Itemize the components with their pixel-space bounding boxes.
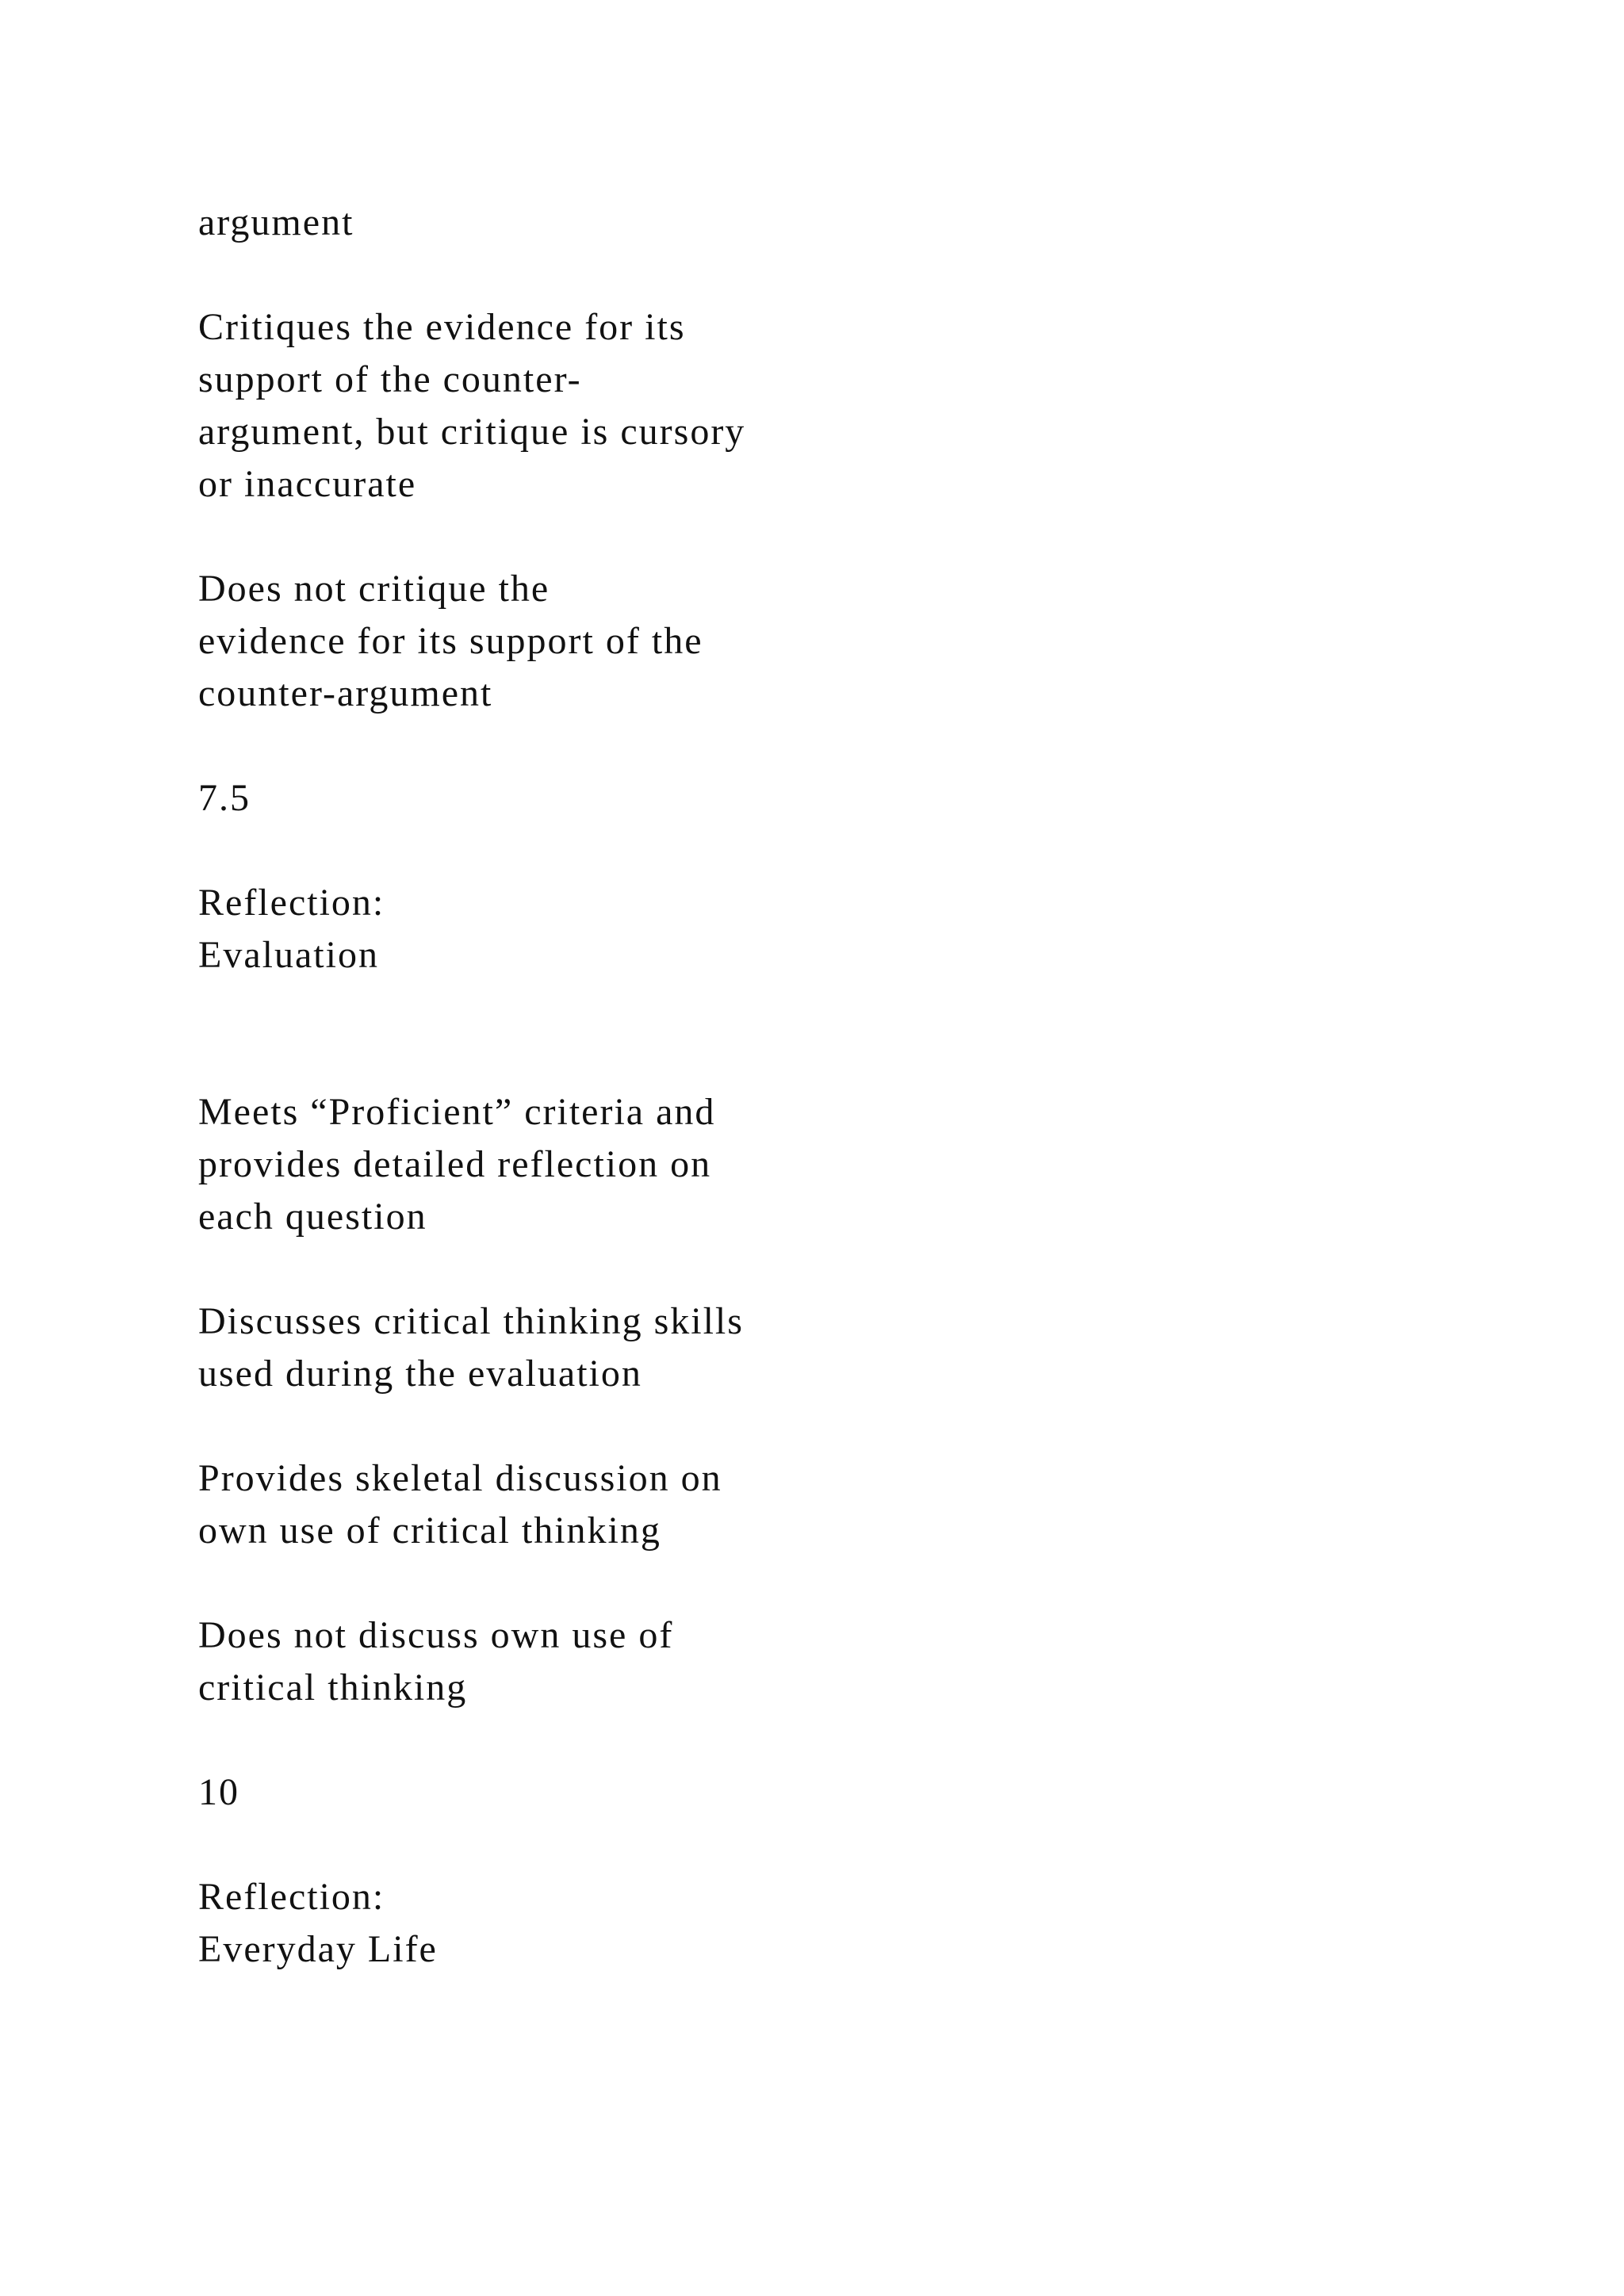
criterion-reflection-evaluation: Reflection: Evaluation (198, 882, 385, 976)
paragraph-discusses-skills: Discusses critical thinking skills used during the evaluation (198, 1300, 744, 1395)
paragraph-critique-cursory: Critiques the evidence for its support of the counter- argument, but critique is cursory or inaccurate (198, 306, 746, 505)
criterion-reflection-everyday-life: Reflection: Everyday Life (198, 1876, 438, 1970)
points-value: 7.5 (198, 777, 251, 819)
paragraph-argument: argument (198, 201, 354, 243)
paragraph-skeletal-discussion: Provides skeletal discussion on own use of critical thinking (198, 1457, 722, 1552)
paragraph-no-discussion: Does not discuss own use of critical thinking (198, 1614, 674, 1709)
paragraph-no-critique: Does not critique the evidence for its support of the counter-argument (198, 568, 703, 714)
points-value: 10 (198, 1771, 239, 1813)
rubric-text (198, 197, 991, 2028)
paragraph-meets-proficient: Meets “Proficient” criteria and provides detailed reflection on each question (198, 1091, 716, 1238)
